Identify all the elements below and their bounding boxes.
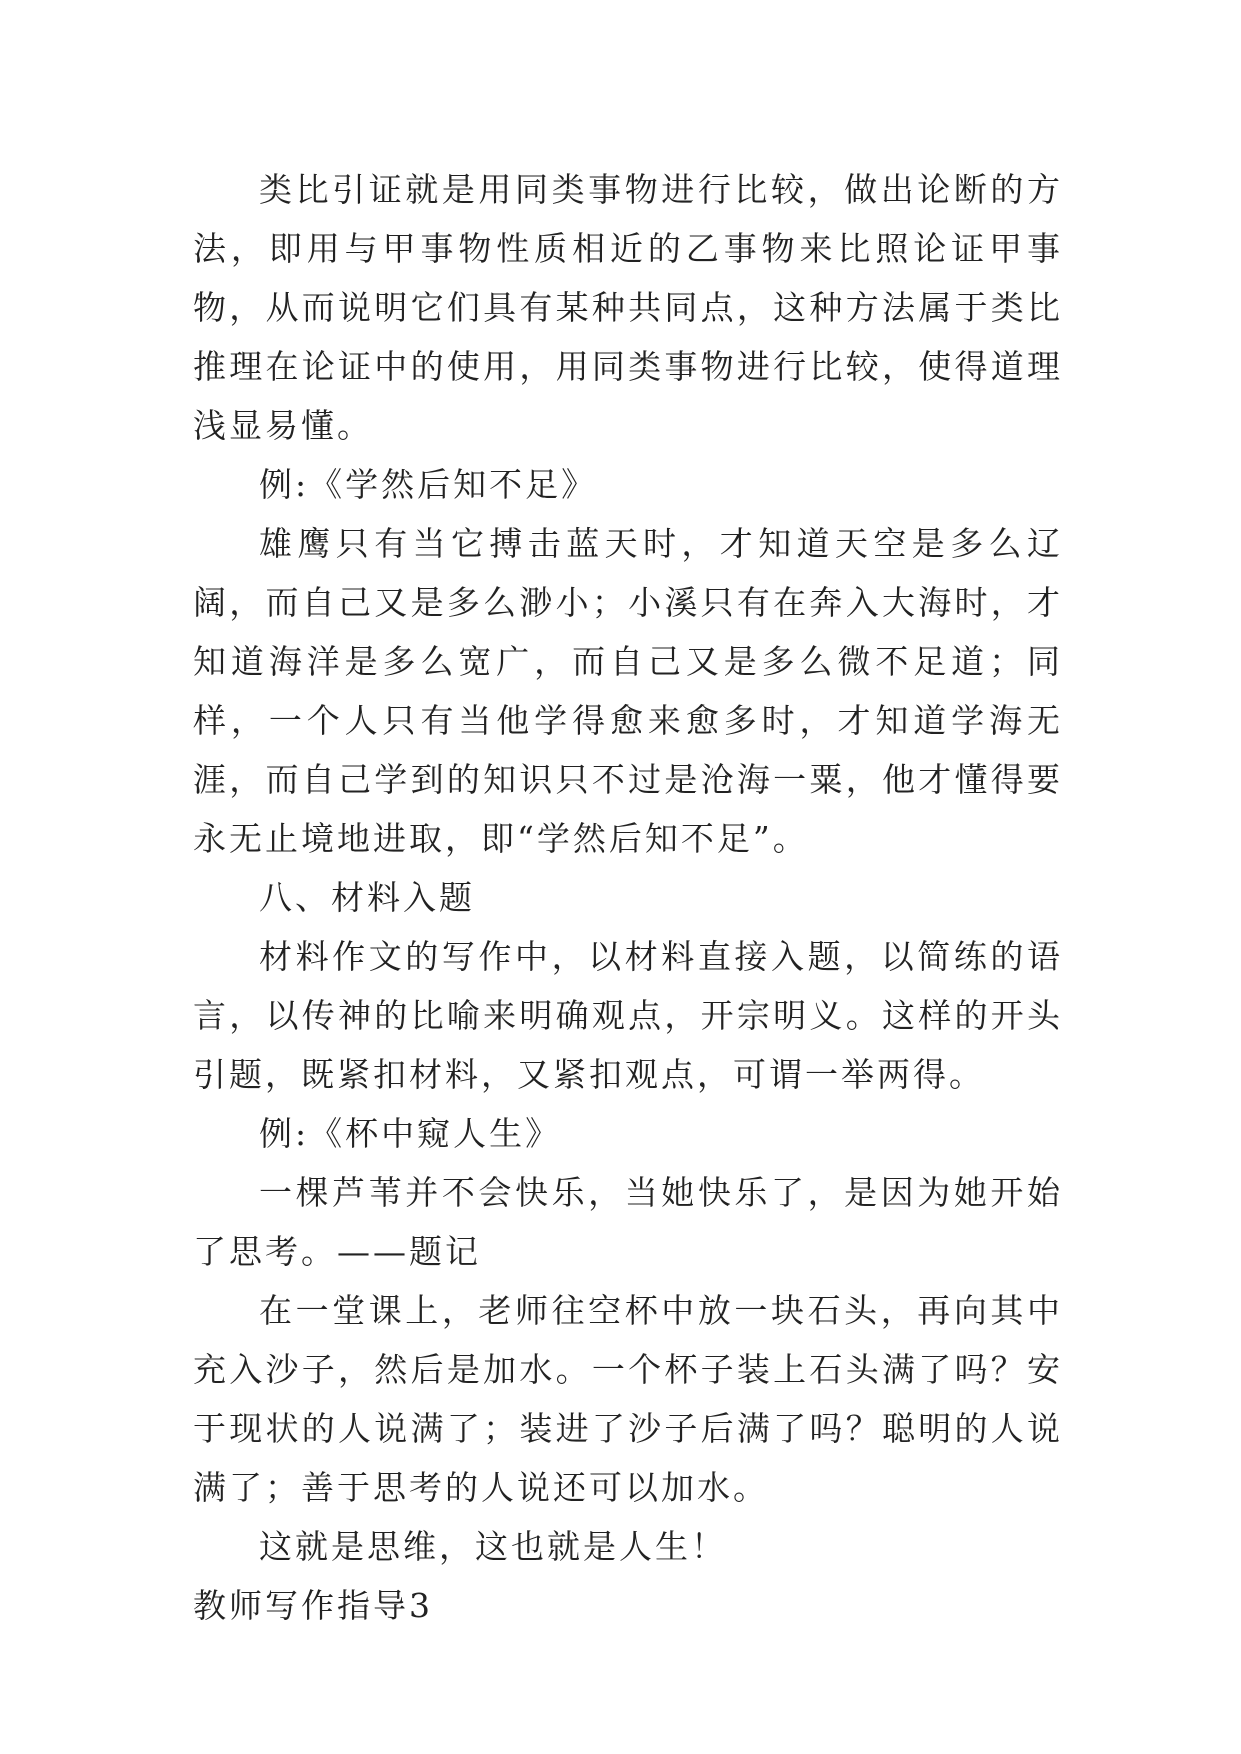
section-title: 教师写作指导3 <box>193 1586 433 1625</box>
example-title-2: 例:《杯中窥人生》 <box>259 1114 562 1153</box>
document-page <box>193 160 1063 1635</box>
paragraph-conclusion: 这就是思维，这也就是人生！ <box>259 1527 727 1566</box>
paragraph-epigraph: 一棵芦苇并不会快乐，当她快乐了，是因为她开始了思考。——题记 <box>193 1173 1063 1271</box>
paragraph-cup-story: 在一堂课上，老师往空杯中放一块石头，再向其中充入沙子，然后是加水。一个杯子装上石头满了吗？安于现状的人说满了；装进了沙子后满了吗？聪明的人说满了；善于思考的人说还可以加水。 <box>193 1291 1063 1507</box>
paragraph-analogy-method: 类比引证就是用同类事物进行比较，做出论断的方法，即用与甲事物性质相近的乙事物来比照论证甲事物，从而说明它们具有某种共同点，这种方法属于类比推理在论证中的使用，用同类事物进行比较，使得道理浅显易懂。 <box>193 170 1063 445</box>
paragraph-eagle-example: 雄鹰只有当它搏击蓝天时，才知道天空是多么辽阔，而自己又是多么渺小；小溪只有在奔入大海时，才知道海洋是多么宽广，而自己又是多么微不足道；同样，一个人只有当他学得愈来愈多时，才知道学海无涯，而自己学到的知识只不过是沧海一粟，他才懂得要永无止境地进取，即“学然后知不足”。 <box>193 524 1063 858</box>
example-title-1: 例:《学然后知不足》 <box>259 465 598 504</box>
heading-material-intro: 八、材料入题 <box>259 878 475 917</box>
paragraph-material-writing: 材料作文的写作中，以材料直接入题，以简练的语言，以传神的比喻来明确观点，开宗明义。这样的开头引题，既紧扣材料，又紧扣观点，可谓一举两得。 <box>193 937 1063 1094</box>
